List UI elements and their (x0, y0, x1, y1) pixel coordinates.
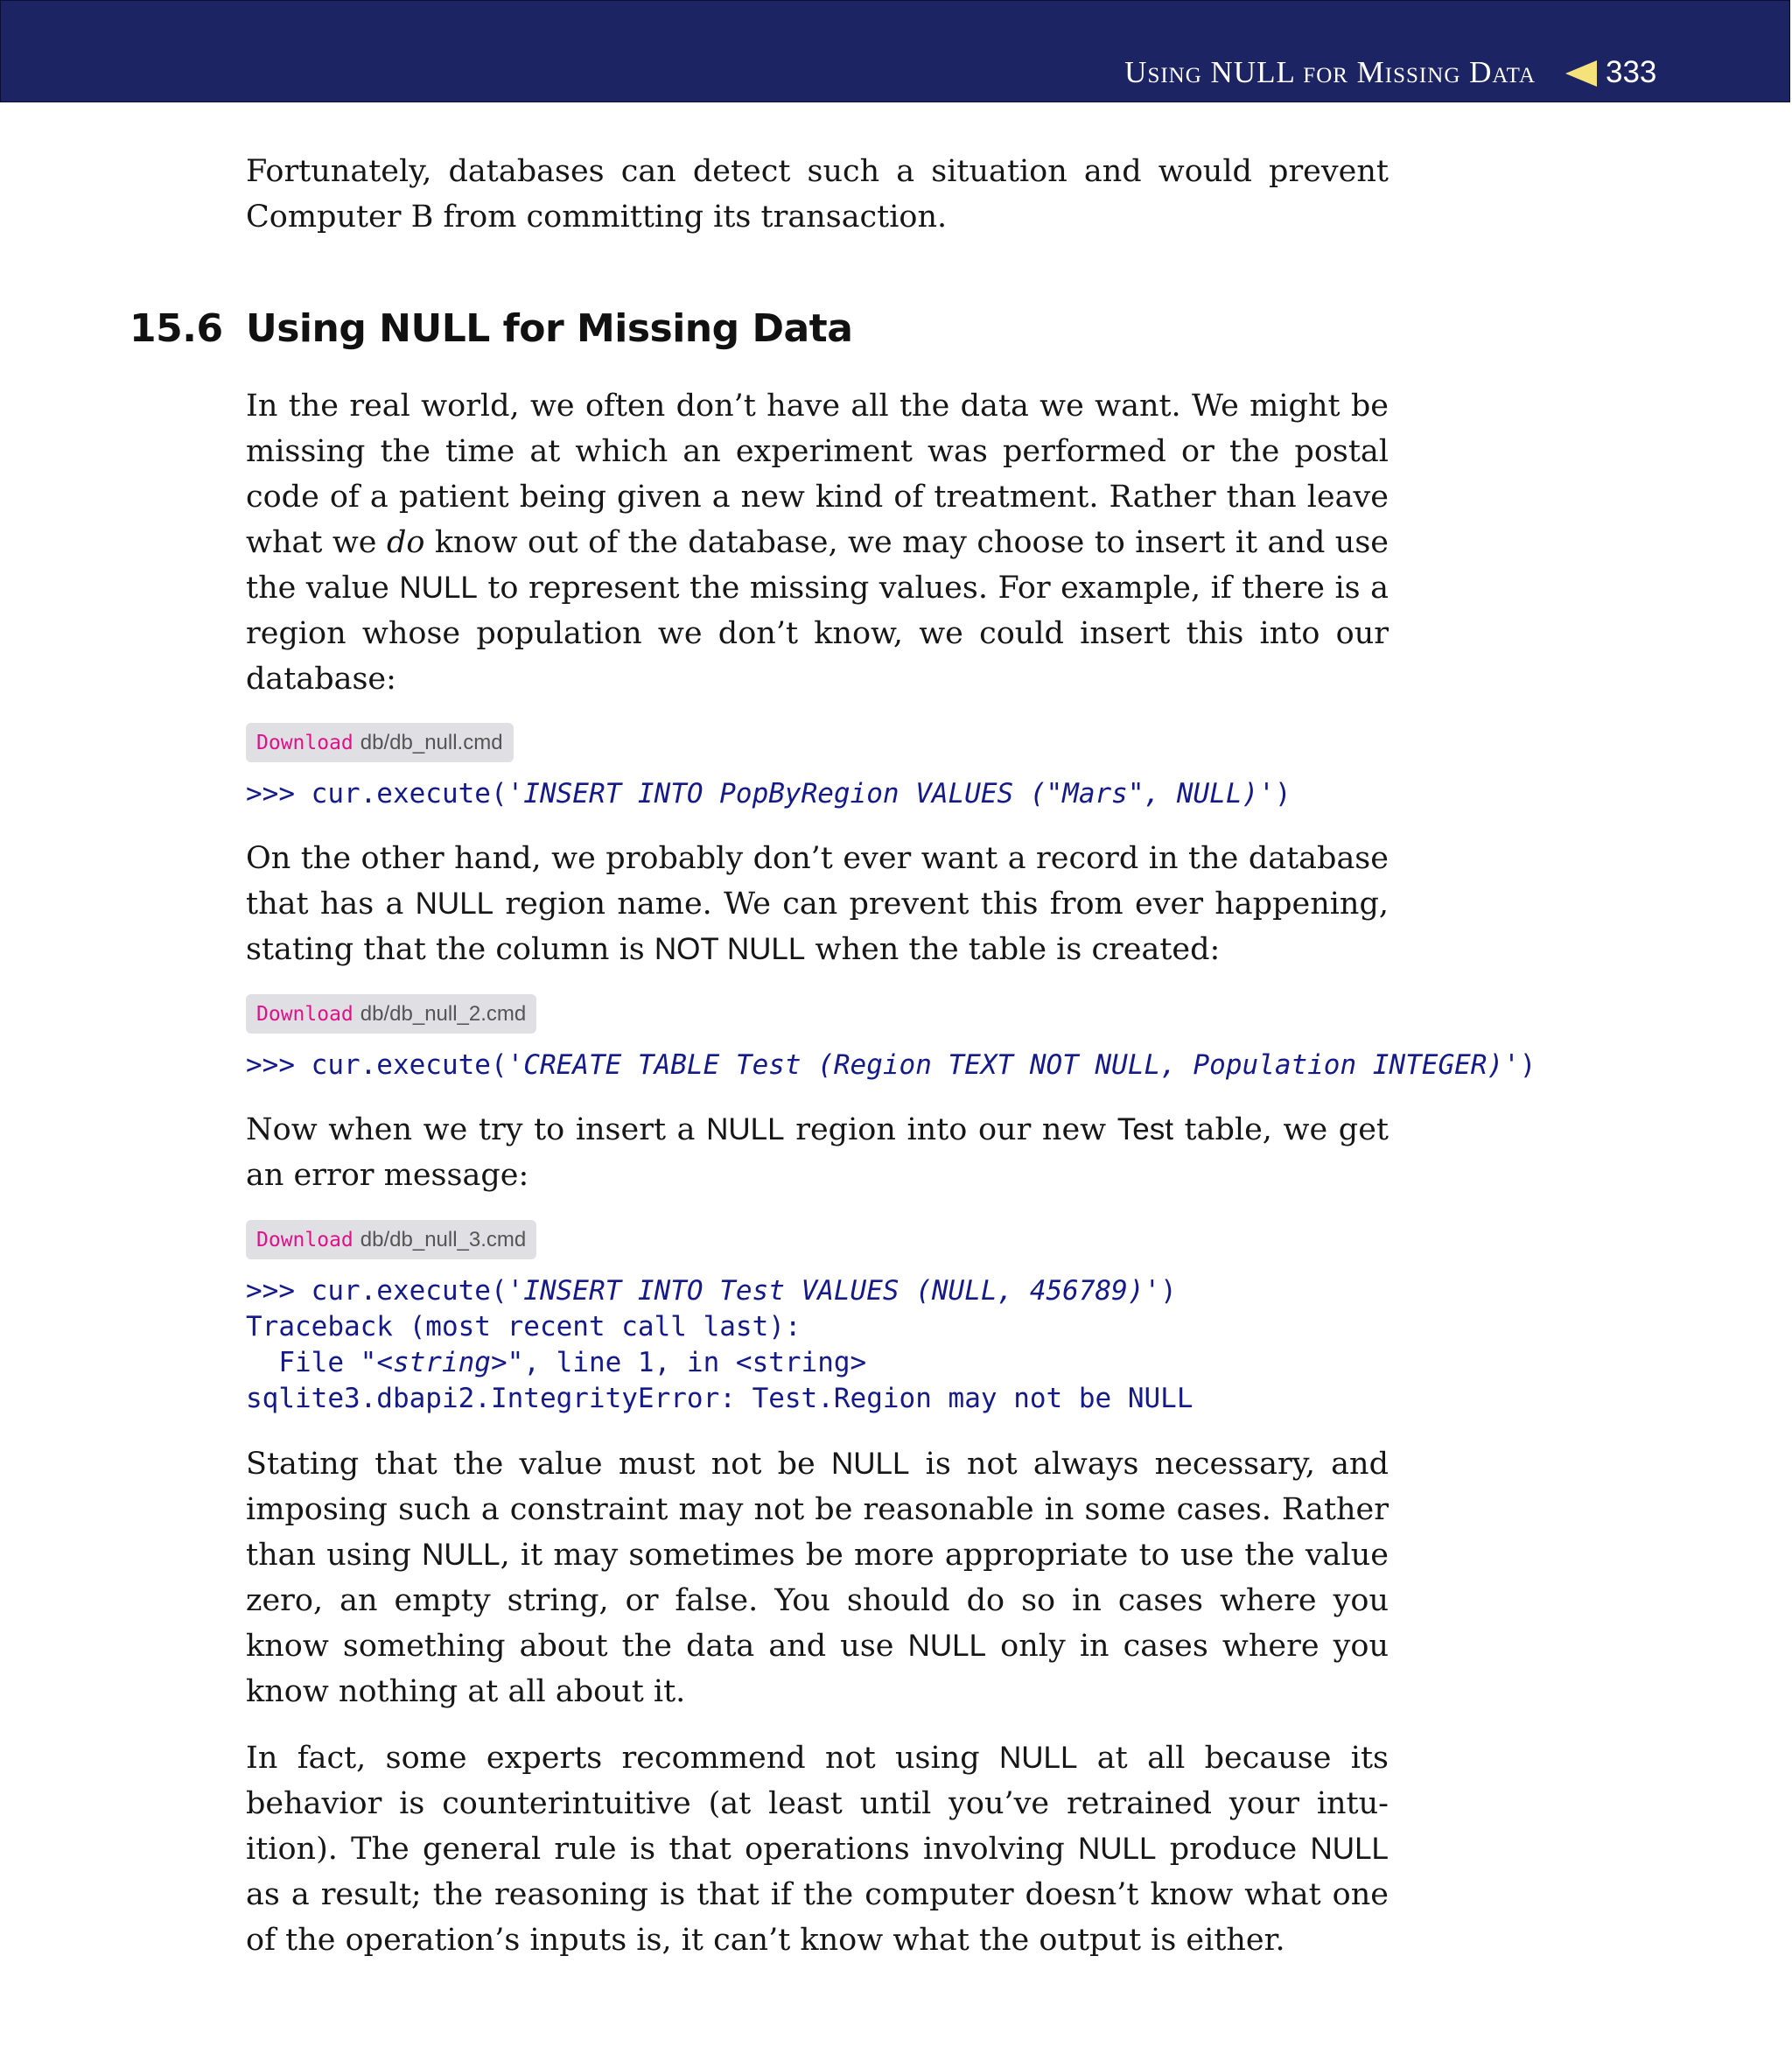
null-keyword: NULL (399, 571, 478, 605)
code-line (246, 1048, 1536, 1083)
code-line (246, 776, 1292, 812)
code-string: <string> (376, 1347, 508, 1378)
download-label: Download (256, 1003, 354, 1026)
paragraph-3-block (246, 1107, 1389, 1198)
download-path: db/db_null.cmd (360, 731, 503, 754)
code-prompt: >>> cur.execute( (246, 1275, 508, 1307)
paragraph-3-text-a: Now when we try to insert a (246, 1112, 707, 1147)
download-path: db/db_null_2.cmd (360, 1002, 527, 1026)
paragraph-4-text-b: is not always necessary, and imposing such a constraint may not be reasonable in some cases. Rather than using (246, 1447, 1389, 1573)
null-keyword: NULL (907, 1629, 987, 1663)
section-heading (130, 306, 852, 351)
code-string: 'INSERT INTO Test VALUES (NULL, 456789)' (507, 1275, 1161, 1307)
download-link[interactable] (246, 994, 536, 1034)
paragraph-1-block (246, 383, 1389, 702)
code-line-1 (246, 1273, 1194, 1309)
paragraph-1-text-b: know out of the database, we may choose to insert it and use the value (246, 525, 1389, 606)
paragraph-2-text-b: region name. We can prevent this from ever happening, stating that the column is (246, 887, 1389, 967)
paragraph-1 (246, 383, 1389, 702)
paragraph-5-block (246, 1735, 1389, 1963)
paragraph-5-text-c: produce (1156, 1832, 1311, 1867)
null-keyword: NULL (830, 1447, 910, 1481)
paragraph-5-text-b: at all because its behavior is counterintuitive (at least until you’ve retrained your intuition). The general rule is that operations involving (246, 1741, 1389, 1867)
download-tag-2[interactable] (246, 994, 536, 1034)
code-prompt: >>> cur.execute( (246, 1049, 508, 1081)
code-line-4: sqlite3.dbapi2.IntegrityError: Test.Region may not be NULL (246, 1383, 1194, 1414)
paragraph-1-emphasis: do (386, 525, 425, 560)
code-prompt: >>> cur.execute( (246, 778, 508, 810)
code-block-3 (246, 1273, 1194, 1417)
null-keyword: NULL (1310, 1832, 1389, 1866)
null-keyword: NULL (1078, 1832, 1157, 1866)
section-title: Using NULL for Missing Data (246, 306, 853, 351)
page-number: 333 (1606, 55, 1657, 89)
null-keyword: NULL (999, 1741, 1078, 1775)
paragraph-5-text-a: In fact, some experts recommend not using (246, 1741, 999, 1776)
running-header-title: Using NULL for Missing Data (1124, 55, 1536, 89)
code-block-1 (246, 776, 1292, 812)
paragraph-1-text-c: to represent the missing values. For example, if there is a region whose population we don’t know, we could insert this into our database: (246, 571, 1389, 697)
section-number: 15.6 (130, 306, 223, 351)
code-line-2: Traceback (most recent call last): (246, 1311, 802, 1342)
code-string: 'INSERT INTO PopByRegion VALUES ("Mars", NULL)' (507, 778, 1275, 810)
intro-paragraph: Fortunately, databases can detect such a situation and would prevent Computer B from committing its transaction. (246, 154, 1389, 235)
paragraph-4 (246, 1441, 1389, 1714)
download-path: db/db_null_3.cmd (360, 1228, 527, 1251)
null-keyword: NULL (706, 1112, 785, 1146)
code-string: 'CREATE TABLE Test (Region TEXT NOT NULL, Population INTEGER)' (507, 1049, 1520, 1081)
paragraph-5-text-d: as a result; the reasoning is that if the computer doesn’t know what one of the operation’s inputs is, it can’t know what the output is either. (246, 1877, 1389, 1958)
paragraph-3-text-b: region into our new (784, 1112, 1117, 1147)
paragraph-2 (246, 836, 1389, 972)
code-close: ) (1274, 778, 1292, 810)
paragraph-5 (246, 1735, 1389, 1963)
download-link[interactable] (246, 723, 514, 762)
paragraph-3-text-c: table, we get an error message: (246, 1112, 1389, 1193)
paragraph-3 (246, 1107, 1389, 1198)
code-text: ", line 1, in <string> (507, 1347, 867, 1378)
paragraph-2-text-a: On the other hand, we probably don’t ever want a record in the database that has a (246, 841, 1389, 922)
running-header (0, 0, 1790, 102)
download-label: Download (256, 1229, 354, 1251)
paragraph-1-text-a: In the real world, we often don’t have all the data we want. We might be missing the time at which an experiment was performed or the postal code of a patient being given a new kind of treatment. Rather than leave what we (246, 389, 1389, 560)
intro-paragraph-block (246, 149, 1389, 240)
paragraph-4-text-d: only in cases where you know nothing at all about it. (246, 1629, 1390, 1709)
paragraph-4-text-c: , it may sometimes be more appropriate to use the value zero, an empty string, or false. You should do so in cases where you know something about the data and use (246, 1538, 1389, 1664)
code-close: ) (1160, 1275, 1177, 1307)
code-text: File " (246, 1347, 377, 1378)
paragraph-4-text-a: Stating that the value must not be (246, 1447, 831, 1482)
paragraph-2-text-c: when the table is created: (805, 932, 1221, 967)
not-null-keyword: NOT NULL (654, 932, 806, 966)
null-keyword: NULL (415, 887, 494, 921)
code-close: ) (1519, 1049, 1536, 1081)
download-link[interactable] (246, 1220, 536, 1259)
code-line-3 (246, 1345, 1194, 1381)
null-keyword: NULL (422, 1538, 500, 1572)
paragraph-2-block (246, 836, 1389, 972)
download-tag-3[interactable] (246, 1220, 536, 1259)
download-tag-1[interactable] (246, 723, 514, 762)
paragraph-4-block (246, 1441, 1389, 1714)
download-label: Download (256, 732, 354, 754)
test-keyword: Test (1116, 1112, 1173, 1146)
page-arrow-icon (1565, 60, 1597, 87)
code-block-2 (246, 1048, 1536, 1083)
